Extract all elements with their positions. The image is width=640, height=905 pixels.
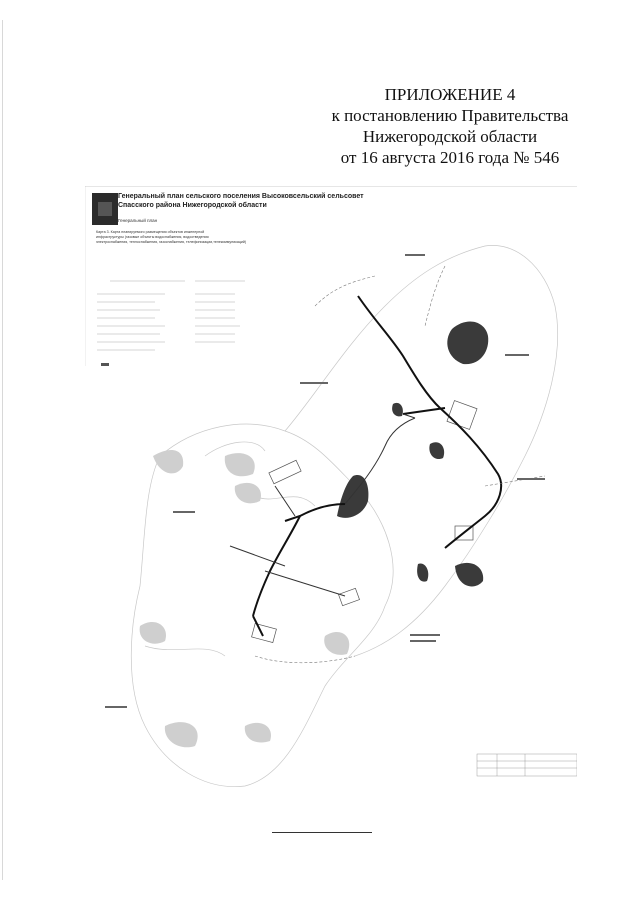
- appendix-line-date: от 16 августа 2016 года № 546: [340, 148, 560, 167]
- coat-of-arms-inner: [98, 202, 112, 216]
- map-description-line3: электроснабжения, теплоснабжения, газоснабжения, телефонизации,телекоммуникаций): [96, 240, 247, 244]
- title-block-stamp: [477, 754, 577, 776]
- land-patches: [140, 450, 350, 747]
- map-subtitle: Генеральный план: [118, 218, 158, 223]
- map-legend: [97, 281, 245, 350]
- map-description: [96, 230, 296, 245]
- general-plan-map: [85, 186, 577, 794]
- legend-scale-mark: [101, 363, 109, 366]
- map-title-line1: Генеральный план сельского поселения Высоковсельский сельсовет: [118, 193, 364, 200]
- map-description-line1: Карта 3. Карта планируемого размещения объектов инженерной: [96, 230, 205, 234]
- map-description-line2: инфраструктуры (газовые объекты водоснабжения, водоотведения: [96, 235, 209, 239]
- map-title-line2: Спасского района Нижегородской области: [118, 202, 267, 209]
- map-title: [118, 192, 378, 210]
- secondary-lines: [230, 414, 415, 596]
- appendix-line-resolution: к постановлению Правительства: [331, 106, 569, 125]
- forest-patches: [337, 322, 488, 587]
- appendix-line-region: Нижегородской области: [362, 127, 538, 146]
- page-edge-mark: [2, 20, 3, 880]
- bottom-divider: [272, 832, 372, 833]
- dashed-lines: [255, 266, 545, 663]
- appendix-title: ПРИЛОЖЕНИЕ 4: [384, 85, 516, 104]
- appendix-header: [300, 84, 600, 168]
